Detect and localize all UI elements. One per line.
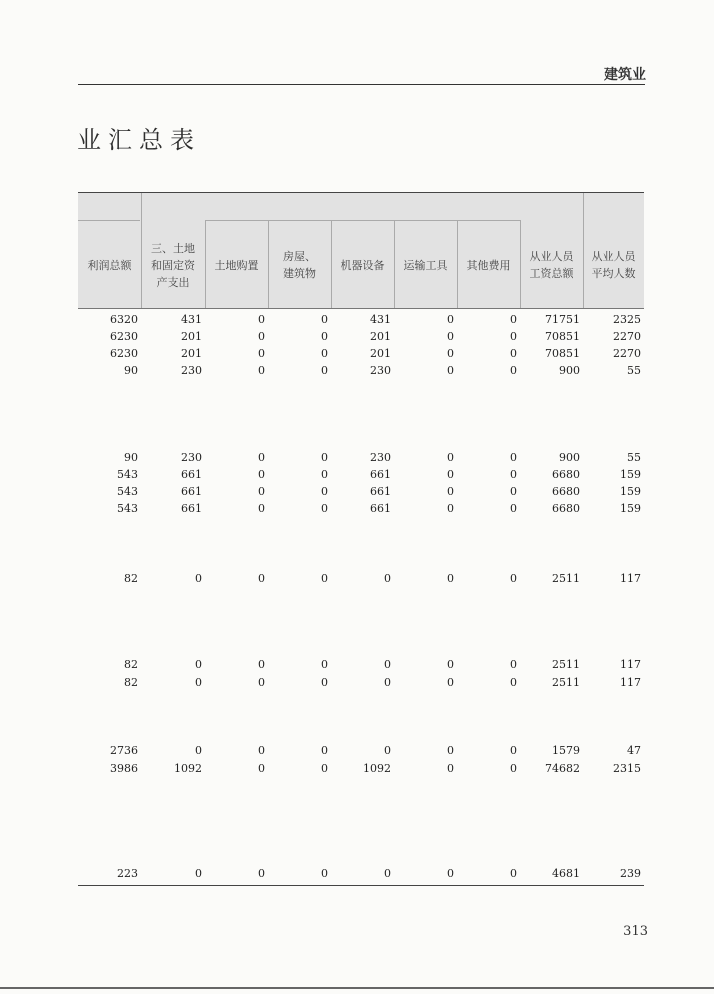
table-cell: 0	[384, 658, 391, 671]
table-cell: 0	[447, 744, 454, 757]
table-cell: 117	[620, 658, 641, 671]
table-cell: 0	[447, 330, 454, 343]
table-cell: 2315	[613, 762, 641, 775]
table-cell: 0	[195, 867, 202, 880]
table-cell: 0	[321, 468, 328, 481]
column-header: 机器设备	[340, 258, 385, 272]
table-bottom-rule	[78, 885, 644, 886]
table-cell: 0	[195, 744, 202, 757]
table-cell: 6230	[110, 330, 138, 343]
table-cell: 117	[620, 676, 641, 689]
table-cell: 0	[258, 658, 265, 671]
table-cell: 2511	[552, 658, 580, 671]
table-cell: 0	[321, 762, 328, 775]
table-cell: 0	[258, 572, 265, 585]
page-edge-rule	[0, 987, 714, 989]
table-cell: 82	[124, 676, 138, 689]
table-cell: 661	[181, 468, 202, 481]
table-cell: 431	[370, 313, 391, 326]
table-cell: 0	[510, 744, 517, 757]
column-header: 其他费用	[466, 258, 511, 272]
table-cell: 0	[447, 485, 454, 498]
table-cell: 230	[370, 364, 391, 377]
header-sub-rule	[78, 220, 140, 221]
table-cell: 0	[258, 744, 265, 757]
column-header: 三、土地 和固定资 产支出	[151, 241, 195, 289]
column-header: 从业人员 工资总额	[529, 250, 574, 280]
table-cell: 0	[447, 468, 454, 481]
table-header-rule	[78, 308, 644, 309]
table-cell: 0	[321, 502, 328, 515]
table-cell: 0	[258, 485, 265, 498]
table-cell: 0	[258, 347, 265, 360]
table-cell: 55	[627, 451, 641, 464]
table-cell: 0	[510, 364, 517, 377]
table-cell: 159	[620, 468, 641, 481]
table-cell: 0	[258, 676, 265, 689]
table-cell: 2270	[613, 347, 641, 360]
table-cell: 0	[321, 451, 328, 464]
table-top-rule	[78, 192, 644, 193]
column-header: 房屋、 建筑物	[283, 250, 316, 280]
table-cell: 661	[370, 468, 391, 481]
table-cell: 201	[181, 330, 202, 343]
table-cell: 6680	[552, 468, 580, 481]
table-cell: 6680	[552, 485, 580, 498]
table-cell: 0	[258, 468, 265, 481]
table-cell: 0	[384, 572, 391, 585]
table-cell: 201	[370, 347, 391, 360]
column-header: 运输工具	[403, 258, 448, 272]
table-cell: 117	[620, 572, 641, 585]
table-cell: 0	[258, 867, 265, 880]
table-cell: 0	[321, 867, 328, 880]
table-cell: 0	[510, 867, 517, 880]
table-cell: 90	[124, 364, 138, 377]
table-cell: 661	[370, 485, 391, 498]
table-cell: 6320	[110, 313, 138, 326]
table-cell: 1092	[174, 762, 202, 775]
table-cell: 0	[447, 502, 454, 515]
table-cell: 70851	[545, 330, 580, 343]
table-cell: 71751	[545, 313, 580, 326]
table-cell: 0	[510, 676, 517, 689]
table-cell: 201	[181, 347, 202, 360]
table-cell: 0	[258, 762, 265, 775]
table-cell: 661	[181, 485, 202, 498]
table-cell: 0	[447, 658, 454, 671]
table-cell: 0	[510, 658, 517, 671]
header-rule	[78, 84, 645, 85]
table-cell: 0	[321, 313, 328, 326]
table-cell: 1579	[552, 744, 580, 757]
table-cell: 2511	[552, 572, 580, 585]
table-cell: 0	[447, 867, 454, 880]
table-cell: 0	[384, 867, 391, 880]
table-cell: 0	[321, 572, 328, 585]
table-cell: 900	[559, 364, 580, 377]
table-cell: 0	[321, 330, 328, 343]
table-cell: 431	[181, 313, 202, 326]
table-cell: 2736	[110, 744, 138, 757]
table-cell: 0	[258, 364, 265, 377]
table-cell: 661	[370, 502, 391, 515]
table-cell: 0	[321, 744, 328, 757]
table-cell: 230	[181, 451, 202, 464]
section-tag: 建筑业	[604, 67, 646, 83]
table-cell: 0	[447, 364, 454, 377]
table-cell: 201	[370, 330, 391, 343]
table-cell: 0	[384, 744, 391, 757]
table-cell: 70851	[545, 347, 580, 360]
table-cell: 0	[321, 485, 328, 498]
table-cell: 0	[195, 658, 202, 671]
table-cell: 661	[181, 502, 202, 515]
table-cell: 0	[510, 313, 517, 326]
table-cell: 900	[559, 451, 580, 464]
table-cell: 3986	[110, 762, 138, 775]
table-cell: 223	[117, 867, 138, 880]
table-cell: 0	[510, 451, 517, 464]
table-cell: 6680	[552, 502, 580, 515]
column-header: 利润总额	[87, 258, 132, 272]
table-cell: 543	[117, 485, 138, 498]
table-cell: 6230	[110, 347, 138, 360]
table-cell: 0	[447, 762, 454, 775]
table-cell: 0	[447, 347, 454, 360]
table-cell: 90	[124, 451, 138, 464]
table-cell: 0	[258, 313, 265, 326]
page-title: 业汇总表	[77, 126, 201, 154]
table-cell: 0	[258, 502, 265, 515]
table-cell: 543	[117, 468, 138, 481]
table-cell: 74682	[545, 762, 580, 775]
table-cell: 2270	[613, 330, 641, 343]
table-cell: 0	[510, 468, 517, 481]
page-number: 313	[623, 924, 648, 939]
header-sub-rule	[205, 220, 520, 221]
table-cell: 230	[181, 364, 202, 377]
table-cell: 55	[627, 364, 641, 377]
table-cell: 0	[321, 347, 328, 360]
column-header: 土地购置	[214, 258, 259, 272]
table-cell: 4681	[552, 867, 580, 880]
table-cell: 0	[258, 451, 265, 464]
table-cell: 159	[620, 502, 641, 515]
table-cell: 0	[195, 676, 202, 689]
table-cell: 0	[447, 676, 454, 689]
column-header: 从业人员 平均人数	[591, 250, 636, 280]
table-cell: 0	[510, 762, 517, 775]
table-cell: 0	[447, 313, 454, 326]
table-cell: 0	[195, 572, 202, 585]
table-cell: 1092	[363, 762, 391, 775]
table-cell: 159	[620, 485, 641, 498]
table-cell: 0	[510, 485, 517, 498]
table-cell: 0	[510, 330, 517, 343]
table-cell: 0	[321, 676, 328, 689]
table-cell: 0	[510, 572, 517, 585]
table-cell: 0	[447, 451, 454, 464]
table-cell: 0	[321, 658, 328, 671]
table-cell: 239	[620, 867, 641, 880]
table-cell: 0	[447, 572, 454, 585]
table-cell: 82	[124, 572, 138, 585]
table-cell: 47	[627, 744, 641, 757]
table-cell: 2325	[613, 313, 641, 326]
table-cell: 230	[370, 451, 391, 464]
table-cell: 0	[510, 347, 517, 360]
table-cell: 0	[258, 330, 265, 343]
table-cell: 2511	[552, 676, 580, 689]
table-cell: 0	[321, 364, 328, 377]
table-cell: 0	[384, 676, 391, 689]
table-cell: 82	[124, 658, 138, 671]
table-cell: 0	[510, 502, 517, 515]
table-cell: 543	[117, 502, 138, 515]
